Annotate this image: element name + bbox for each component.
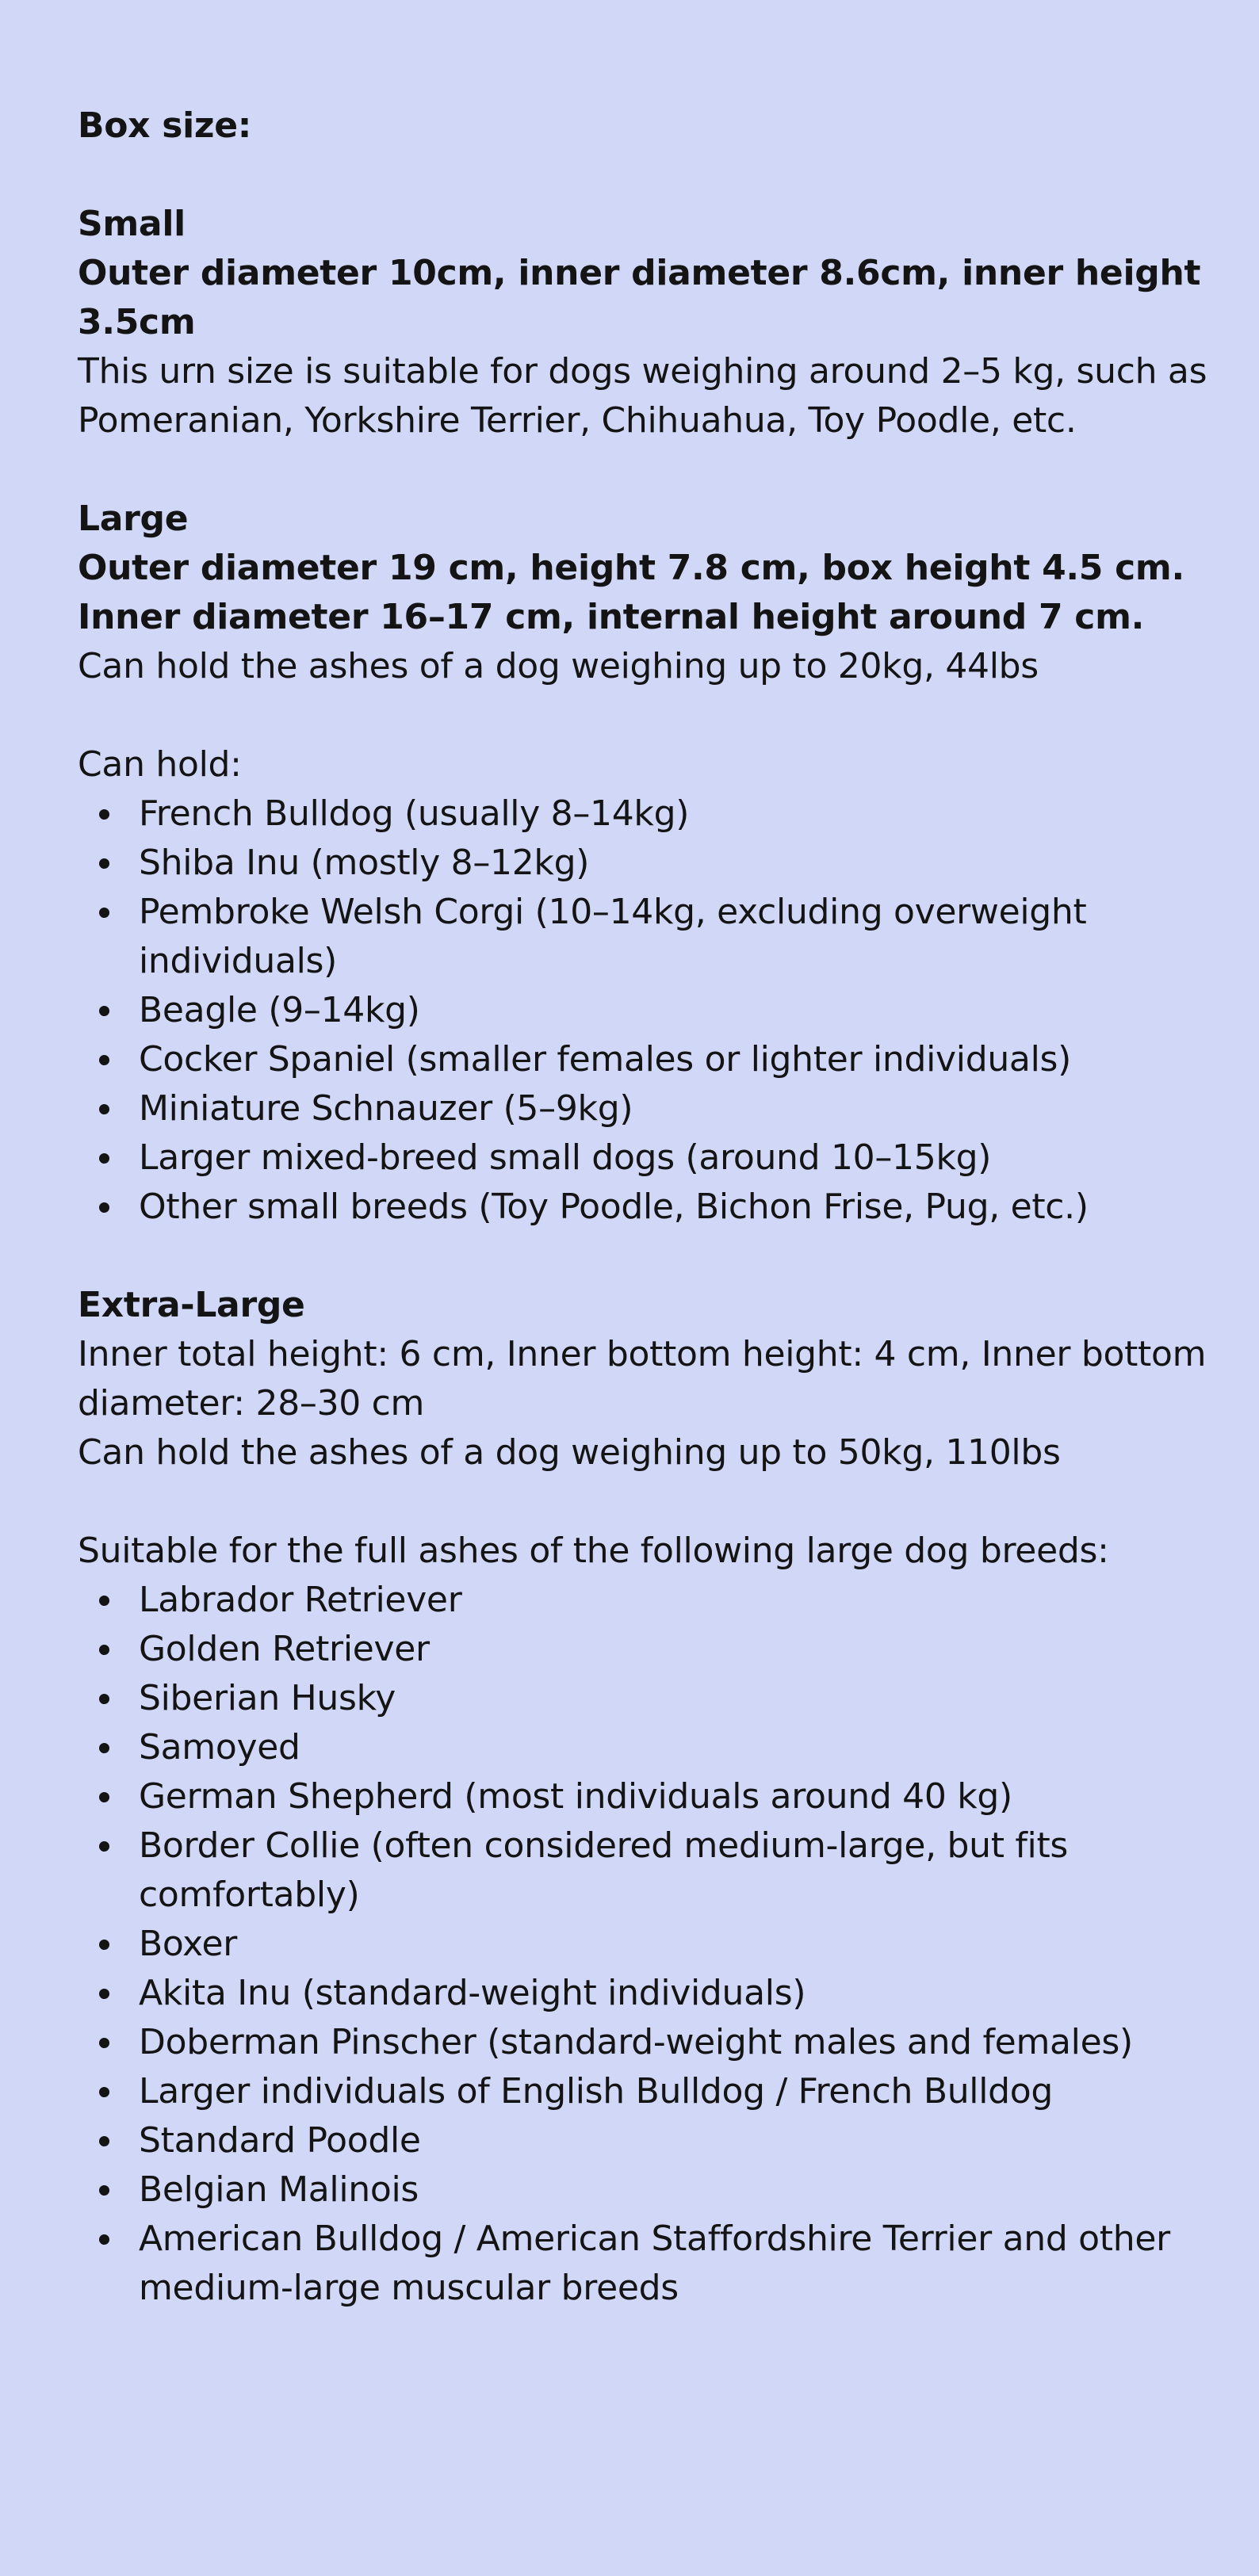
spacer	[78, 1477, 1211, 1527]
list-item: Pembroke Welsh Corgi (10–14kg, excluding overweight individuals)	[78, 888, 1211, 986]
large-size-title: Large	[78, 499, 189, 539]
spacer	[78, 691, 1211, 740]
list-item: Doberman Pinscher (standard-weight males and females)	[78, 2018, 1211, 2067]
spacer	[78, 445, 1211, 495]
list-item: Shiba Inu (mostly 8–12kg)	[78, 839, 1211, 888]
list-item: Akita Inu (standard-weight individuals)	[78, 1969, 1211, 2018]
small-size-dimensions: Outer diameter 10cm, inner diameter 8.6cm, inner height 3.5cm	[78, 253, 1201, 342]
small-size-description: This urn size is suitable for dogs weighing around 2–5 kg, such as Pomeranian, Yorkshire Terrier, Chihuahua, Toy Poodle, etc.	[78, 351, 1207, 441]
large-size-outer-dimensions: Outer diameter 19 cm, height 7.8 cm, box height 4.5 cm.	[78, 548, 1184, 588]
list-item: Belgian Malinois	[78, 2165, 1211, 2215]
list-item: Larger individuals of English Bulldog / French Bulldog	[78, 2067, 1211, 2116]
list-item: Border Collie (often considered medium-large, but fits comfortably)	[78, 1821, 1211, 1920]
list-item: Boxer	[78, 1920, 1211, 1969]
box-size-heading: Box size:	[78, 105, 252, 146]
list-item: Other small breeds (Toy Poodle, Bichon Frise, Pug, etc.)	[78, 1183, 1211, 1232]
small-size-section	[78, 200, 1211, 445]
extra-large-size-list-intro: Suitable for the full ashes of the following large dog breeds:	[78, 1531, 1109, 1571]
extra-large-size-capacity: Can hold the ashes of a dog weighing up to 50kg, 110lbs	[78, 1432, 1061, 1473]
small-size-title: Small	[78, 204, 186, 244]
list-item: Standard Poodle	[78, 2116, 1211, 2165]
list-item: German Shepherd (most individuals around 40 kg)	[78, 1772, 1211, 1821]
extra-large-size-title: Extra-Large	[78, 1285, 305, 1325]
large-size-capacity: Can hold the ashes of a dog weighing up to 20kg, 44lbs	[78, 646, 1039, 686]
list-item: American Bulldog / American Staffordshire Terrier and other medium-large muscular breeds	[78, 2215, 1211, 2313]
list-item: French Bulldog (usually 8–14kg)	[78, 789, 1211, 839]
list-item: Miniature Schnauzer (5–9kg)	[78, 1084, 1211, 1133]
spacer	[78, 151, 1211, 200]
list-item: Cocker Spaniel (smaller females or lighter individuals)	[78, 1035, 1211, 1084]
extra-large-size-breed-list	[78, 1576, 1211, 2313]
list-item: Beagle (9–14kg)	[78, 986, 1211, 1035]
extra-large-size-section	[78, 1281, 1211, 2313]
large-size-list-intro: Can hold:	[78, 744, 242, 785]
list-item: Samoyed	[78, 1723, 1211, 1772]
list-item: Siberian Husky	[78, 1674, 1211, 1723]
large-size-section	[78, 495, 1211, 1232]
large-size-inner-dimensions: Inner diameter 16–17 cm, internal height around 7 cm.	[78, 597, 1145, 637]
list-item: Larger mixed-breed small dogs (around 10–15kg)	[78, 1133, 1211, 1183]
extra-large-size-dimensions: Inner total height: 6 cm, Inner bottom height: 4 cm, Inner bottom diameter: 28–30 cm	[78, 1334, 1207, 1424]
list-item: Golden Retriever	[78, 1625, 1211, 1674]
large-size-breed-list	[78, 789, 1211, 1232]
list-item: Labrador Retriever	[78, 1576, 1211, 1625]
spacer	[78, 1232, 1211, 1281]
